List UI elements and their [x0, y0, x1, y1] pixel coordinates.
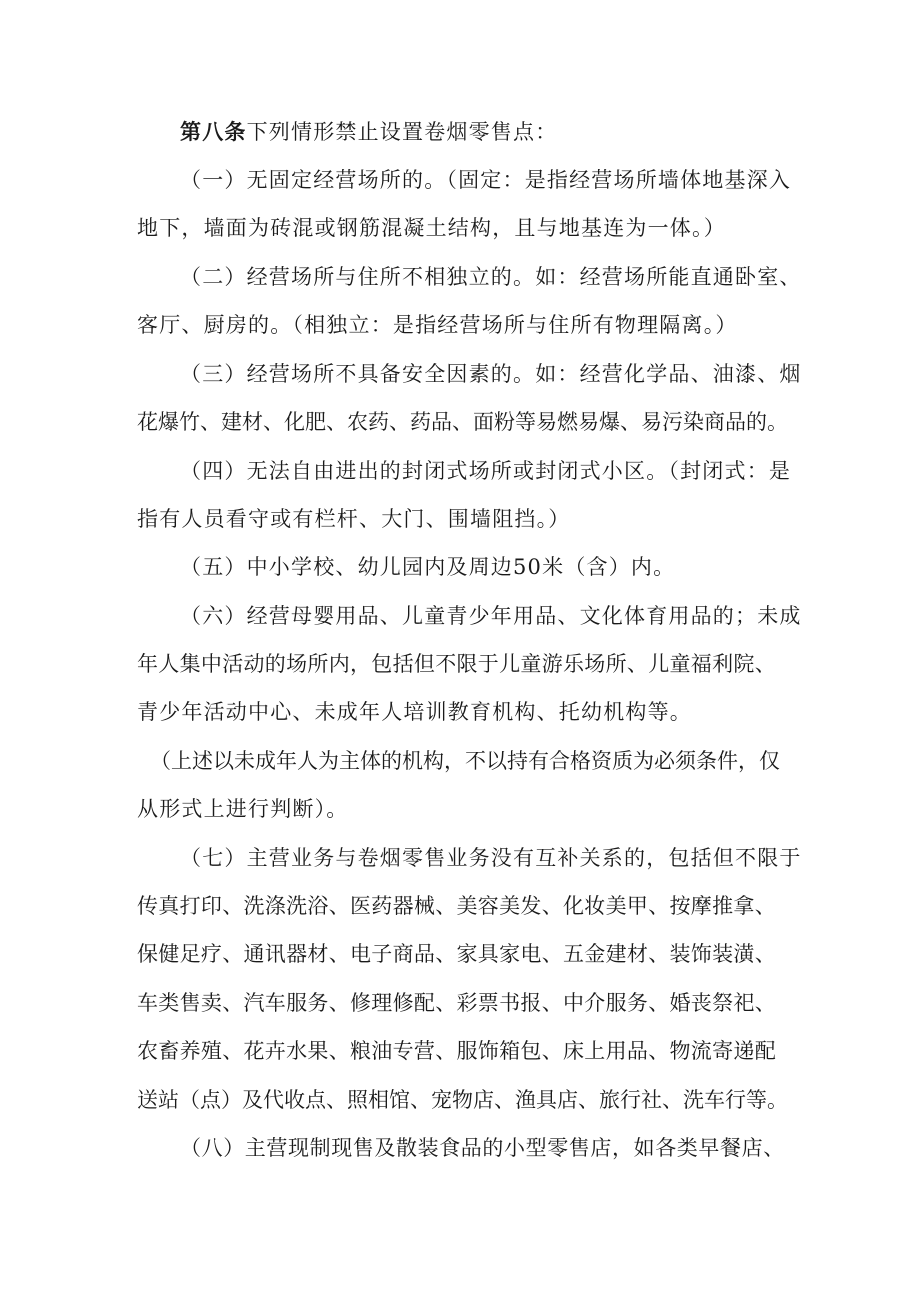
clause-2-line-2: 客厅、厨房的。（相独立：是指经营场所与住所有物理隔离。） — [137, 313, 738, 337]
clause-1-line-2: 地下，墙面为砖混或钢筋混凝土结构，且与地基连为一体。） — [137, 216, 726, 240]
clause-6-line-3: 青少年活动中心、未成年人培训教育机构、托幼机构等。 — [137, 700, 692, 724]
clause-7-line-3: 保健足疗、通讯器材、电子商品、家具家电、五金建材、装饰装潢、 — [137, 942, 776, 966]
clause-4-line-1: （四）无法自由进出的封闭式场所或封闭式小区。（封闭式：是 — [180, 459, 792, 483]
clause-7-line-5: 农畜养殖、花卉水果、粮油专营、服饰箱包、床上用品、物流寄递配 — [137, 1039, 776, 1063]
clause-3-line-2: 花爆竹、建材、化肥、农药、药品、面粉等易燃易爆、易污染商品的。 — [137, 410, 788, 434]
clause-6-line-2: 年人集中活动的场所内，包括但不限于儿童游乐场所、儿童福利院、 — [137, 652, 776, 676]
clause-6-note-line-1: （上述以未成年人为主体的机构，不以持有合格资质为必须条件，仅 — [150, 749, 780, 773]
article-intro: 下列情形禁止设置卷烟零售点： — [246, 120, 558, 144]
clause-1-line-1: （一）无固定经营场所的。（固定：是指经营场所墙体地基深入 — [180, 168, 792, 192]
clause-6-line-1: （六）经营母婴用品、儿童青少年用品、文化体育用品的；未成 — [180, 604, 802, 628]
article-heading-line — [180, 112, 557, 152]
clause-4-line-2: 指有人员看守或有栏杆、大门、围墙阻挡。） — [137, 507, 571, 531]
clause-6-note-line-2: 从形式上进行判断）。 — [137, 797, 349, 821]
clause-7-line-4: 车类售卖、汽车服务、修理修配、彩票书报、中介服务、婚丧祭祀、 — [137, 991, 776, 1015]
clause-3-line-1: （三）经营场所不具备安全因素的。如：经营化学品、油漆、烟 — [180, 362, 802, 386]
clause-8-line-1: （八）主营现制现售及散装食品的小型零售店，如各类早餐店、 — [180, 1136, 785, 1160]
clause-7-line-1: （七）主营业务与卷烟零售业务没有互补关系的，包括但不限于 — [180, 846, 802, 870]
clause-5-line-1: （五）中小学校、幼儿园内及周边50米（含）内。 — [180, 555, 676, 579]
clause-2-line-1: （二）经营场所与住所不相独立的。如：经营场所能直通卧室、 — [180, 265, 802, 289]
article-number: 第八条 — [180, 119, 247, 144]
clause-7-line-2: 传真打印、洗涤洗浴、医药器械、美容美发、化妆美甲、按摩推拿、 — [137, 894, 776, 918]
clause-7-line-6: 送站（点）及代收点、照相馆、宠物店、渔具店、旅行社、洗车行等。 — [137, 1088, 788, 1112]
